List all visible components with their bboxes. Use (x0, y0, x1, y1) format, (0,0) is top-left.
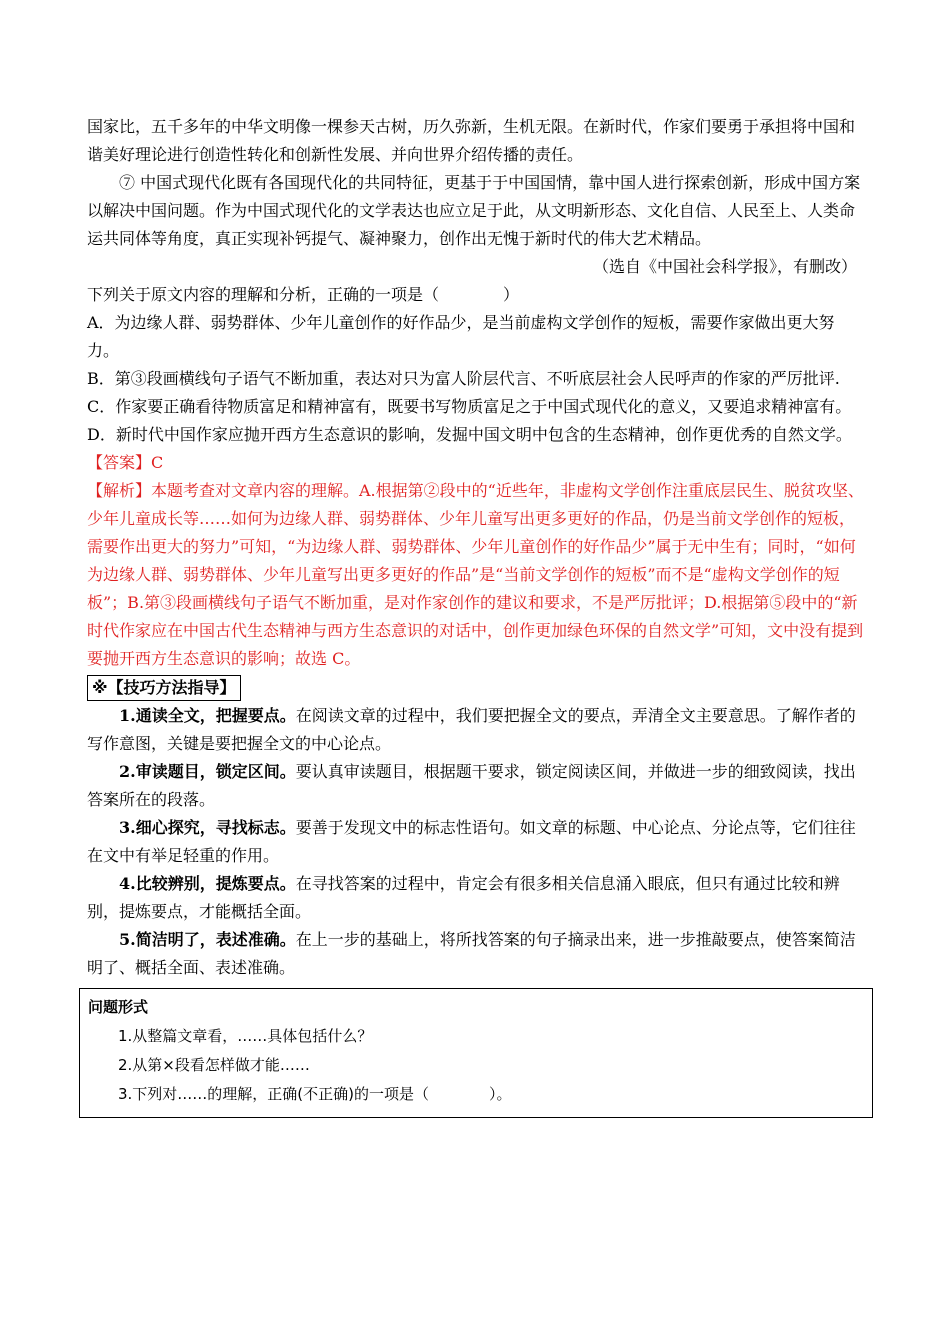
answer-line: 【答案】C (87, 453, 164, 472)
tip-item (87, 926, 865, 982)
question-forms-title: 问题形式 (88, 998, 149, 1016)
option-a: A．为边缘人群、弱势群体、少年儿童创作的好作品少，是当前虚构文学创作的短板，需要作家做出更大努力。 (87, 313, 835, 360)
tip-text: 要善于发现文中的标志性语句。如文章的标题、中心论点、分论点等，它们往往在文中有举足轻重的作用。 (87, 818, 856, 865)
passage-paragraph-6: 国家比，五千多年的中华文明像一棵参天古树，历久弥新，生机无限。在新时代，作家们要勇于承担将中国和谐美好理论进行创造性转化和创新性发展、并向世界介绍传播的责任。 (87, 117, 856, 164)
tips-heading: ※【技巧方法指导】 (87, 675, 241, 701)
tip-text: 在寻找答案的过程中，肯定会有很多相关信息涌入眼底，但只有通过比较和辨别，提炼要点，才能概括全面。 (87, 874, 840, 921)
passage-paragraph-7: ⑦ 中国式现代化既有各国现代化的共同特征，更基于于中国国情，靠中国人进行探索创新，形成中国方案以解决中国问题。作为中国式现代化的文学表达也应立足于此，从文明新形态、文化自信、人民至上、人类命运共同体等角度，真正实现补钙提气、凝神聚力，创作出无愧于新时代的伟大艺术精品。 (87, 173, 861, 248)
question-stem: 下列关于原文内容的理解和分析，正确的一项是（ ） (87, 285, 520, 304)
question-form-item: 3.下列对……的理解，正确(不正确)的一项是（ ）。 (118, 1085, 512, 1103)
tip-text: 在上一步的基础上，将所找答案的句子摘录出来，进一步推敲要点，使答案简洁明了、概括全面、表述准确。 (87, 930, 856, 977)
tip-title: 1.通读全文，把握要点。 (119, 706, 296, 725)
option-b: B．第③段画横线句子语气不断加重，表达对只为富人阶层代言、不听底层社会人民呼声的作家的严厉批评. (87, 369, 840, 388)
tip-item (87, 758, 865, 814)
tip-title: 2.审读题目，锁定区间。 (119, 762, 296, 781)
question-forms-box (79, 988, 873, 1118)
tip-item (87, 870, 865, 926)
question-form-item: 1.从整篇文章看，……具体包括什么？ (118, 1027, 373, 1045)
tip-text: 要认真审读题目，根据题干要求，锁定阅读区间，并做进一步的细致阅读，找出答案所在的段落。 (87, 762, 856, 809)
tip-title: 3.细心探究，寻找标志。 (119, 818, 296, 837)
tip-title: 4.比较辨别，提炼要点。 (119, 874, 296, 893)
source-citation: （选自《中国社会科学报》，有删改） (592, 257, 857, 276)
tip-title: 5.简洁明了，表述准确。 (119, 930, 296, 949)
question-form-item: 2.从第×段看怎样做才能…… (118, 1056, 310, 1074)
tip-item (87, 702, 865, 758)
option-c: C．作家要正确看待物质富足和精神富有，既要书写物质富足之于中国式现代化的意义，又要追求精神富有。 (87, 397, 852, 416)
tip-text: 在阅读文章的过程中，我们要把握全文的要点，弄清全文主要意思。了解作者的写作意图，关键是要把握全文的中心论点。 (87, 706, 856, 753)
document-page (87, 113, 865, 1118)
answer-analysis: 【解析】本题考查对文章内容的理解。A.根据第②段中的“近些年，非虚构文学创作注重底层民生、脱贫攻坚、少年儿童成长等……如何为边缘人群、弱势群体、少年儿童写出更多更好的作品，仍是当前文学创作的短板，需要作出更大的努力”可知，“为边缘人群、弱势群体、少年儿童创作的好作品少”属于无中生有；同时，“如何为边缘人群、弱势群体、少年儿童写出更多更好的作品”是“当前文学创作的短板”而不是“虚构文学创作的短板”；B.第③段画横线句子语气不断加重，是对作家创作的建议和要求，不是严厉批评；D.根据第⑤段中的“新时代作家应在中国古代生态精神与西方生态意识的对话中，创作更加绿色环保的自然文学”可知，文中没有提到要抛开西方生态意识的影响；故选 C。 (87, 481, 864, 668)
option-d: D．新时代中国作家应抛开西方生态意识的影响，发掘中国文明中包含的生态精神，创作更优秀的自然文学。 (87, 425, 852, 444)
tip-item (87, 814, 865, 870)
